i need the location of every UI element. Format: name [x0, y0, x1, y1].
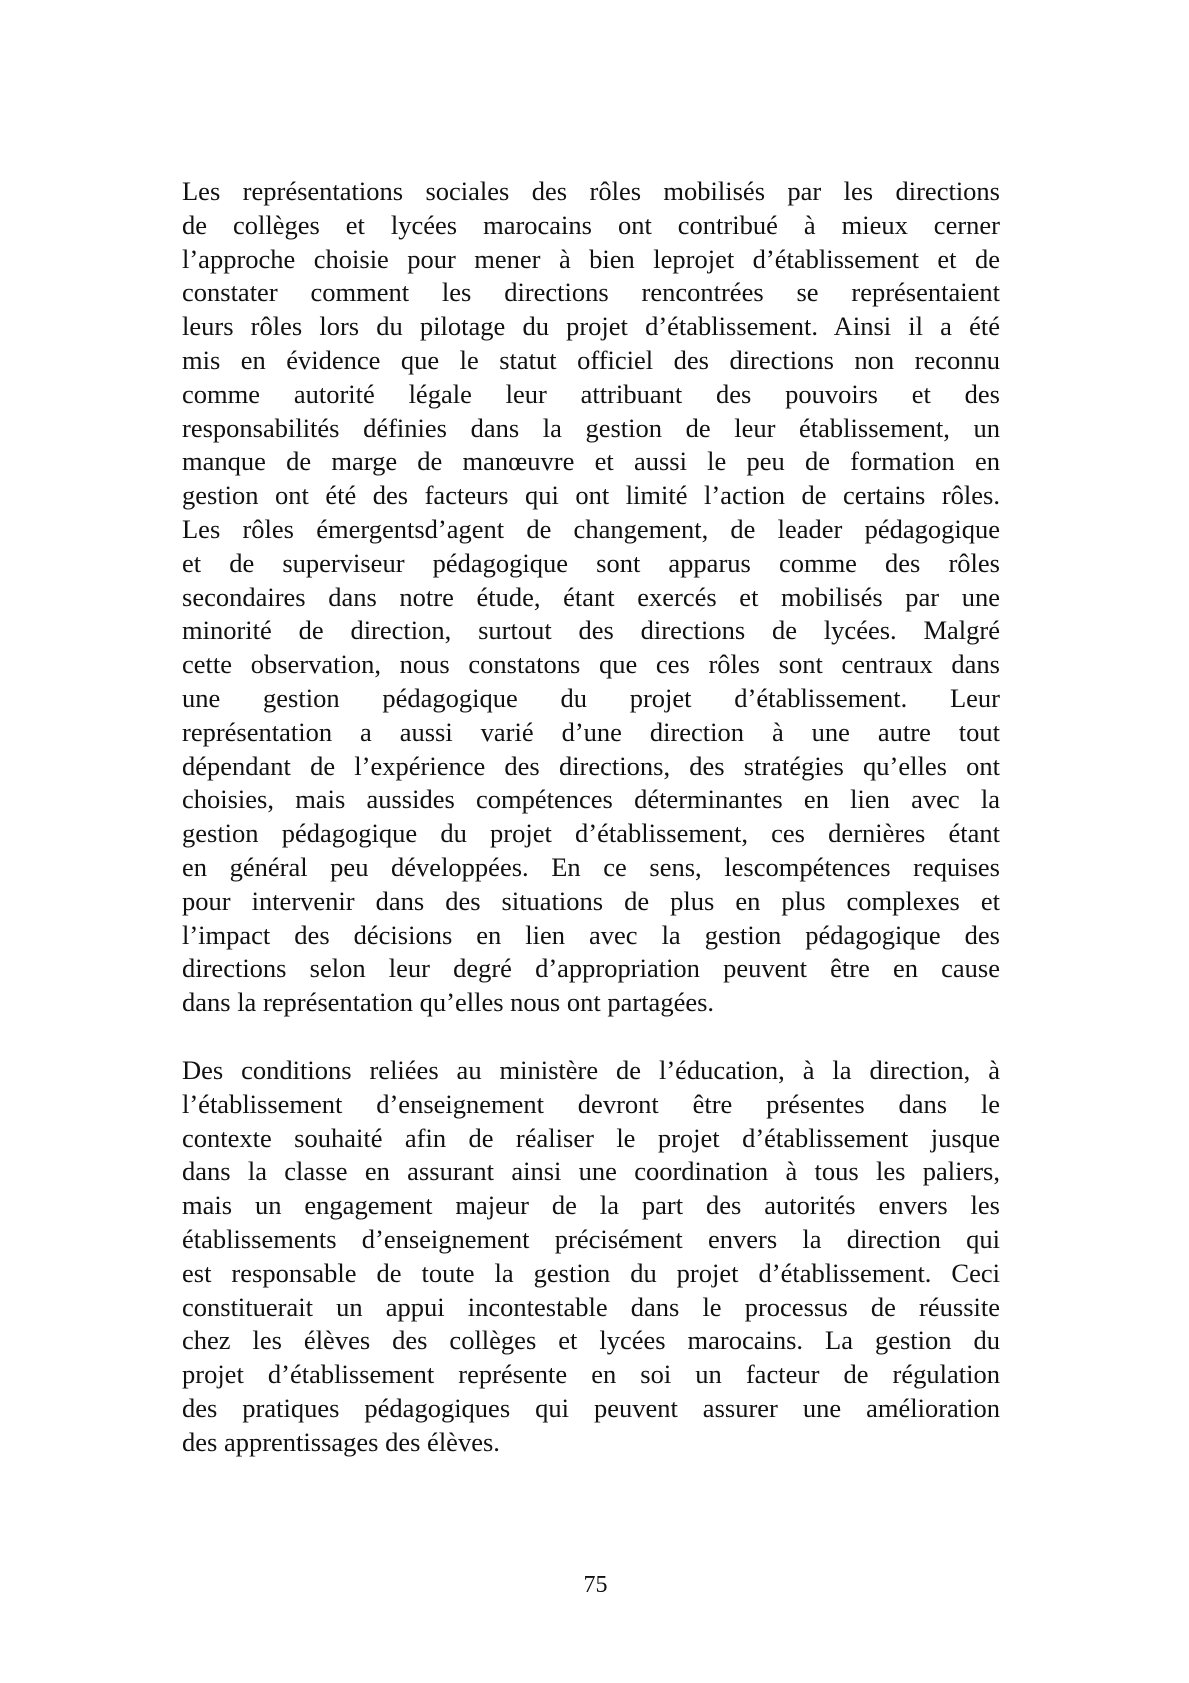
text-line: choisies, mais aussides compétences déterminantes en lien avec la	[182, 784, 1000, 815]
text-line: mais un engagement majeur de la part des autorités envers les	[182, 1190, 1000, 1221]
text-line: gestion ont été des facteurs qui ont limité l’action de certains rôles.	[182, 480, 1000, 511]
text-line: minorité de direction, surtout des directions de lycées. Malgré	[182, 615, 1000, 646]
text-line: établissements d’enseignement précisément envers la direction qui	[182, 1223, 1000, 1254]
text-line: contexte souhaité afin de réaliser le projet d’établissement jusque	[182, 1122, 1000, 1153]
text-line: des pratiques pédagogiques qui peuvent assurer une amélioration	[182, 1392, 1000, 1423]
paragraph-2	[182, 1054, 1000, 1460]
text-line: l’impact des décisions en lien avec la gestion pédagogique des	[182, 919, 1000, 950]
text-line: dans la représentation qu’elles nous ont partagées.	[182, 987, 715, 1018]
text-line: cette observation, nous constatons que ces rôles sont centraux dans	[182, 649, 1000, 680]
page-number	[0, 1570, 1189, 1600]
text-line: dans la classe en assurant ainsi une coordination à tous les paliers,	[182, 1156, 1000, 1187]
text-line: mis en évidence que le statut officiel des directions non reconnu	[182, 344, 1000, 375]
text-line: constituerait un appui incontestable dans le processus de réussite	[182, 1291, 1000, 1322]
text-line: Les rôles émergentsd’agent de changement, de leader pédagogique	[182, 513, 1000, 544]
text-line: leurs rôles lors du pilotage du projet d’établissement. Ainsi il a été	[182, 311, 1000, 342]
text-line: Des conditions reliées au ministère de l’éducation, à la direction, à	[182, 1055, 1000, 1085]
text-line: gestion pédagogique du projet d’établissement, ces dernières étant	[182, 818, 1000, 849]
text-line: l’approche choisie pour mener à bien leprojet d’établissement et de	[182, 243, 1000, 274]
text-line: constater comment les directions rencontrées se représentaient	[182, 277, 1000, 308]
paragraph-1	[182, 175, 1000, 1020]
text-line: pour intervenir dans des situations de plus en plus complexes et	[182, 885, 1000, 916]
text-line: secondaires dans notre étude, étant exercés et mobilisés par une	[182, 581, 1000, 612]
text-line: des apprentissages des élèves.	[182, 1426, 500, 1457]
text-line: l’établissement d’enseignement devront être présentes dans le	[182, 1088, 1000, 1119]
text-line: responsabilités définies dans la gestion de leur établissement, un	[182, 412, 1000, 443]
text-line: est responsable de toute la gestion du projet d’établissement. Ceci	[182, 1257, 1000, 1288]
text-line: manque de marge de manœuvre et aussi le peu de formation en	[182, 446, 1000, 477]
text-line: comme autorité légale leur attribuant des pouvoirs et des	[182, 378, 1000, 409]
text-line: en général peu développées. En ce sens, lescompétences requises	[182, 851, 1000, 882]
text-line: et de superviseur pédagogique sont apparus comme des rôles	[182, 547, 1000, 578]
text-line: projet d’établissement représente en soi un facteur de régulation	[182, 1359, 1000, 1390]
text-line: Les représentations sociales des rôles mobilisés par les directions	[182, 176, 1000, 206]
text-line: dépendant de l’expérience des directions, des stratégies qu’elles ont	[182, 750, 1000, 781]
text-line: chez les élèves des collèges et lycées marocains. La gestion du	[182, 1325, 1000, 1356]
text-line: une gestion pédagogique du projet d’établissement. Leur	[182, 682, 1000, 713]
text-line: directions selon leur degré d’appropriation peuvent être en cause	[182, 953, 1000, 984]
page-number-text: 75	[583, 1572, 608, 1598]
text-line: de collèges et lycées marocains ont contribué à mieux cerner	[182, 209, 1000, 240]
text-line: représentation a aussi varié d’une direction à une autre tout	[182, 716, 1000, 747]
